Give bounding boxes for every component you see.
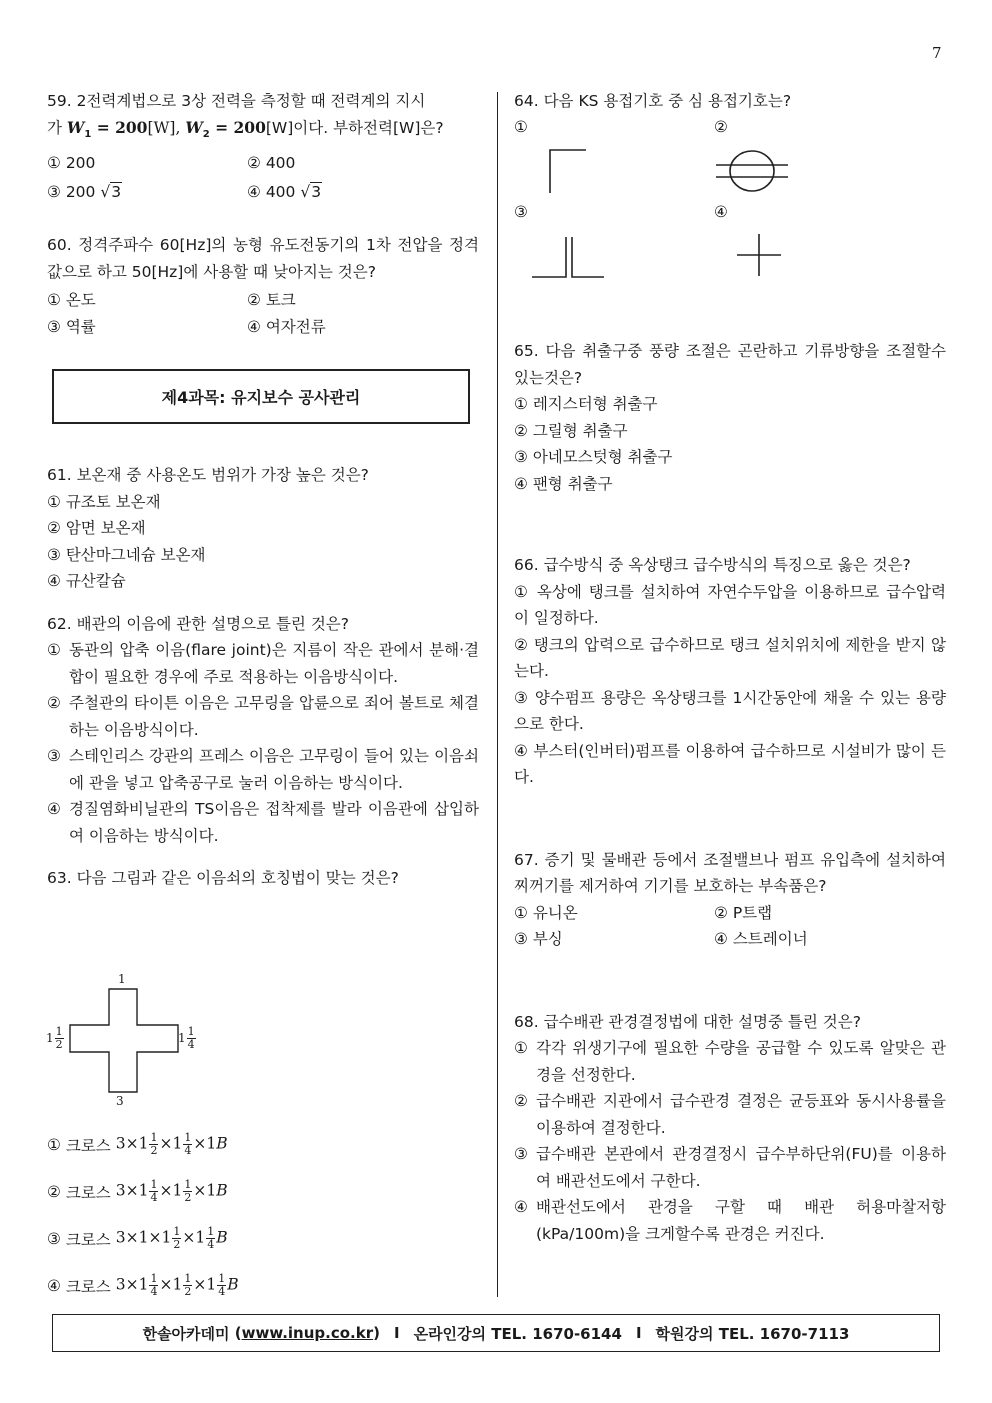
option-1: ① 200 xyxy=(47,154,96,173)
option-1: ① 크로스 3×1 $\frac{1}{2}$ ×1 $\frac{1}{4}$ ×1B xyxy=(47,1131,228,1157)
question-64 xyxy=(514,88,946,115)
weld-symbol-3 xyxy=(530,235,610,281)
question-60 xyxy=(47,232,479,340)
option-2: ② P트랩 xyxy=(714,903,773,922)
option-4: ④ 부스터(인버터)펌프를 이용하여 급수하므로 시설비가 많이 든다. xyxy=(514,741,946,786)
q64-marker-1: ① xyxy=(514,118,528,136)
question-62: 62. 배관의 이음에 관한 설명으로 틀린 것은? ① 동관의 압축 이음(flare joint)은 지름이 작은 관에서 분해·결합이 필요한 경우에 주로 적용하는 이음방식이다. ② 주철관의 타이튼 이음은 고무링을 압륜으로 죄어 볼트로 체결하는 이음방식이다. ③ 스테인리스 강관의 프레스 이음은 고무링이 들어 있는 이음쇠에 관을 넣고 압축공구로 눌러 이음하는 방식이다. ④ 경질염화비닐관의 TS이음은 접착제를 발라 이음관에 삽입하여 이음하는 방식이다. xyxy=(47,611,479,850)
question-61-stem: 61. 보온재 중 사용온도 범위가 가장 높은 것은? xyxy=(47,466,369,484)
left-column xyxy=(47,88,479,340)
option-3: 스테인리스 강관의 프레스 이음은 고무링이 들어 있는 이음쇠에 관을 넣고 압축공구로 눌러 이음하는 방식이다. xyxy=(69,747,479,792)
option-2: 주철관의 타이튼 이음은 고무링을 압륜으로 죄어 볼트로 체결하는 이음방식이다. xyxy=(69,694,479,739)
option-2: ② 암면 보온재 xyxy=(47,519,146,537)
option-3: ③ 탄산마그네슘 보온재 xyxy=(47,545,206,564)
option-4: ④ 크로스 3×1 $\frac{1}{4}$ ×1 $\frac{1}{2}$ ×1 $\frac{1}{4}$ B xyxy=(47,1272,239,1298)
fig-label-top: 1 xyxy=(118,972,126,986)
question-67-stem: 67. 증기 및 물배관 등에서 조절밸브나 펌프 유입측에 설치하여 찌꺼기를 제거하여 기기를 보호하는 부속품은? xyxy=(514,850,946,895)
question-64-stem: 64. 다음 KS 용접기호 중 심 용접기호는? xyxy=(514,92,792,110)
left-column-lower xyxy=(47,462,479,892)
option-2: ② 크로스 3×1 $\frac{1}{4}$ ×1 $\frac{1}{2}$ ×1B xyxy=(47,1178,228,1204)
question-63-stem: 63. 다음 그림과 같은 이음쇠의 호칭법이 맞는 것은? xyxy=(47,869,399,887)
fig-label-left: 1 $\frac{1}{2}$ xyxy=(46,1025,63,1051)
option-2: 급수배관 지관에서 급수관경 결정은 균등표와 동시사용률을 이용하여 결정한다. xyxy=(536,1092,946,1137)
option-4: 경질염화비닐관의 TS이음은 접착제를 발라 이음관에 삽입하여 이음하는 방식이다. xyxy=(69,800,479,845)
footer-url-link[interactable]: www.inup.co.kr xyxy=(241,1324,374,1342)
option-1: 동관의 압축 이음(flare joint)은 지름이 작은 관에서 분해·결합이 필요한 경우에 주로 적용하는 이음방식이다. xyxy=(69,641,479,686)
page-number: 7 xyxy=(932,44,942,62)
question-66-stem: 66. 급수방식 중 옥상탱크 급수방식의 특징으로 옳은 것은? xyxy=(514,556,911,574)
question-59 xyxy=(47,88,479,205)
option-4: ④ 스트레이너 xyxy=(714,930,808,948)
option-4: ④ 400 √3 xyxy=(247,182,322,201)
question-63 xyxy=(47,865,479,892)
cross-fitting-figure xyxy=(44,972,214,1112)
option-1: ① 옥상에 탱크를 설치하여 자연수두압을 이용하므로 급수압력이 일정하다. xyxy=(514,582,946,627)
option-4: ④ 규산칼슘 xyxy=(47,572,126,590)
option-2: ② 그릴형 취출구 xyxy=(514,421,628,440)
option-2: ② 탱크의 압력으로 급수하므로 탱크 설치위치에 제한을 받지 않는다. xyxy=(514,635,946,680)
question-59-stem: 59. 2전력계법으로 3상 전력을 측정할 때 전력계의 지시 가 $W_1 = 200[W]$, $W_2 = 200[W]$이다. 부하전력[W]은? xyxy=(47,92,444,140)
option-4: 배관선도에서 관경을 구할 때 배관 허용마찰저항(kPa/100m)을 크게할수록 관경은 커진다. xyxy=(536,1198,946,1243)
option-3: 급수배관 본관에서 관경결정시 급수부하단위(FU)를 이용하여 배관선도에서 구한다. xyxy=(536,1145,946,1190)
option-1: ① 레지스터형 취출구 xyxy=(514,395,658,413)
option-1: 각각 위생기구에 필요한 수량을 공급할 수 있도록 알맞은 관경을 선정한다. xyxy=(536,1039,946,1084)
option-1: ① 규조토 보온재 xyxy=(47,492,161,511)
option-3: ③ 크로스 3×1×1 $\frac{1}{2}$ ×1 $\frac{1}{4}$ B xyxy=(47,1225,228,1251)
option-2: ② 토크 xyxy=(247,291,296,310)
option-1: ① 온도 xyxy=(47,291,96,310)
question-60-stem: 60. 정격주파수 60[Hz]의 농형 유도전동기의 1차 전압을 정격값으로 하고 50[Hz]에 사용할 때 낮아지는 것은? xyxy=(47,236,479,281)
option-3: ③ 양수펌프 용량은 옥상탱크를 1시간동안에 채울 수 있는 용량으로 한다. xyxy=(514,688,946,733)
question-63-options xyxy=(47,1121,479,1309)
weld-symbol-4 xyxy=(735,232,785,280)
q64-marker-3: ③ xyxy=(514,203,528,221)
question-68-stem: 68. 급수배관 관경결정법에 대한 설명중 틀린 것은? xyxy=(514,1012,861,1031)
question-61 xyxy=(47,462,479,595)
question-62-stem: 62. 배관의 이음에 관한 설명으로 틀린 것은? xyxy=(47,614,350,633)
footer-separator: I xyxy=(393,1324,400,1342)
section-title: 제4과목: 유지보수 공사관리 xyxy=(52,369,470,424)
option-1: ① 유니온 xyxy=(514,903,578,922)
footer-online-tel: 온라인강의 TEL. 1670-6144 xyxy=(413,1324,622,1343)
weld-symbol-2 xyxy=(712,145,792,197)
weld-symbol-1 xyxy=(540,145,600,197)
footer-offline-tel: 학원강의 TEL. 1670-7113 xyxy=(655,1324,850,1343)
q64-marker-4: ④ xyxy=(714,203,728,221)
question-65 xyxy=(514,338,946,497)
option-4: ④ 여자전류 xyxy=(247,317,326,336)
fig-label-right: 1 $\frac{1}{4}$ xyxy=(178,1025,195,1051)
option-3: ③ 아네모스텃형 취출구 xyxy=(514,448,673,466)
q64-marker-2: ② xyxy=(714,118,728,136)
footer-separator: I xyxy=(635,1324,642,1342)
option-3: ③ 역률 xyxy=(47,317,96,336)
footer-academy: 한솔아카데미 xyxy=(142,1324,230,1343)
option-4: ④ 팬형 취출구 xyxy=(514,474,613,493)
question-68: 68. 급수배관 관경결정법에 대한 설명중 틀린 것은? ① 각각 위생기구에 필요한 수량을 공급할 수 있도록 알맞은 관경을 선정한다. ② 급수배관 지관에서 급수관경 결정은 균등표와 동시사용률을 이용하여 결정한다. ③ 급수배관 본관에서 관경결정시 급수부하단위(FU)를 이용하여 배관선도에서 구한다. ④ 배관선도에서 관경을 구할 때 배관 허용마찰저항(kPa/100m)을 크게할수록 관경은 커진다. xyxy=(514,1009,946,1248)
option-3: ③ 부싱 xyxy=(514,930,563,948)
option-2: ② 400 xyxy=(247,154,296,173)
footer-banner: 한솔아카데미 ( www.inup.co.kr ) I 온라인강의 TEL. 1670-6144 I 학원강의 TEL. 1670-7113 xyxy=(52,1314,940,1352)
question-67 xyxy=(514,847,946,953)
fig-label-bottom: 3 xyxy=(116,1094,124,1108)
right-column xyxy=(514,88,946,115)
question-65-stem: 65. 다음 취출구중 풍량 조절은 곤란하고 기류방향을 조절할수있는것은? xyxy=(514,342,946,387)
question-66 xyxy=(514,552,946,791)
right-column-lower xyxy=(514,338,946,1247)
column-divider xyxy=(497,92,498,1297)
option-3: ③ 200 √3 xyxy=(47,182,122,201)
